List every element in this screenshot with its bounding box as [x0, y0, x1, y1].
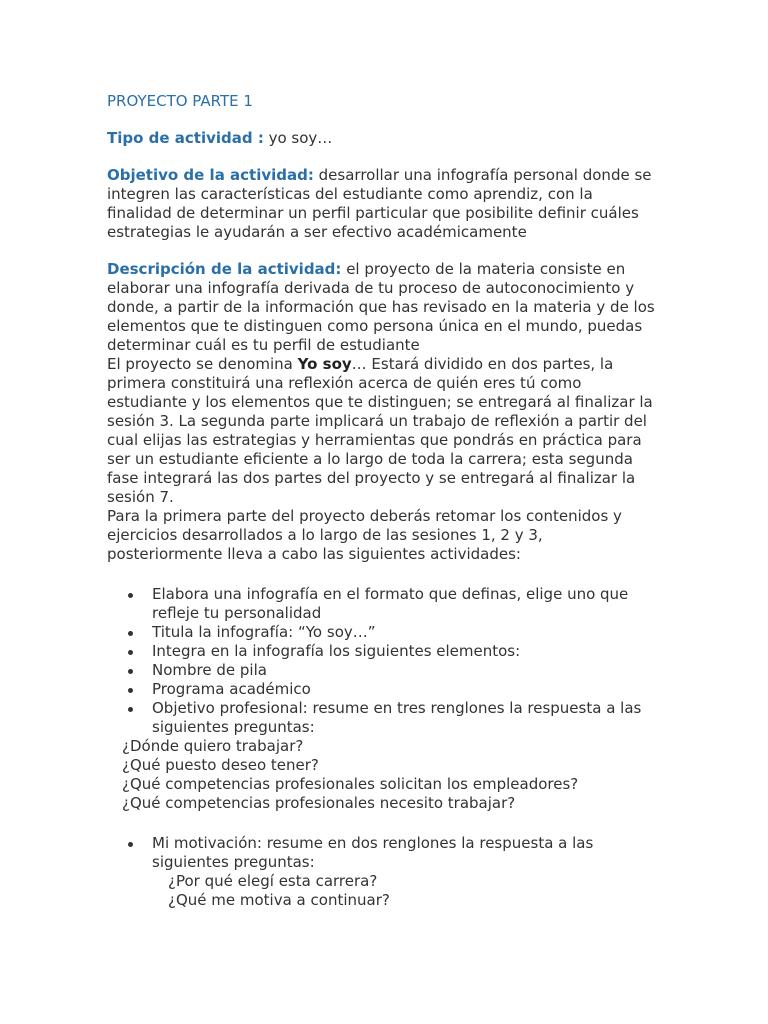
proyecto-text: estudiante y los elementos que te distinguen; se entregará al finalizar la: [107, 393, 653, 411]
motivacion-questions: [107, 872, 667, 910]
objetivo-text: desarrollar una infografía personal donde se: [313, 166, 652, 184]
list-item-continuation: siguientes preguntas:: [152, 853, 315, 871]
proyecto-text: El proyecto se denomina: [107, 355, 298, 373]
question-item: ¿Qué competencias profesionales solicitan los empleadores?: [122, 775, 579, 793]
bullet-icon: [128, 650, 133, 655]
bullet-icon: [128, 707, 133, 712]
list-item-continuation: refleje tu personalidad: [152, 604, 322, 622]
descripcion-label: Descripción de la actividad:: [107, 260, 342, 278]
proyecto-text: … Estará dividido en dos partes, la: [351, 355, 614, 373]
objetivo-text: integren las características del estudiante como aprendiz, con la: [107, 185, 593, 203]
document-body: [107, 91, 667, 910]
activities-list: [107, 585, 667, 737]
proyecto-text: sesión 3. La segunda parte implicará un trabajo de reflexión a partir del: [107, 412, 647, 430]
list-item: Elabora una infografía en el formato que definas, elige uno que: [107, 585, 667, 604]
tipo-value: yo soy…: [263, 129, 333, 147]
tipo-actividad: [107, 129, 667, 148]
descripcion-text: elaborar una infografía derivada de tu proceso de autoconocimiento y: [107, 279, 635, 297]
primera-parte-text: ejercicios desarrollados a lo largo de las sesiones 1, 2 y 3,: [107, 526, 543, 544]
question-item: ¿Dónde quiero trabajar?: [122, 737, 304, 755]
bullet-icon: [128, 688, 133, 693]
proyecto-text: cual elijas las estrategias y herramientas que pondrás en práctica para: [107, 431, 642, 449]
question-item: ¿Por qué elegí esta carrera?: [168, 872, 378, 890]
objetivo-text: finalidad de determinar un perfil particular que posibilite definir cuáles: [107, 204, 639, 222]
objetivo-paragraph: [107, 166, 667, 242]
list-item: Objetivo profesional: resume en tres renglones la respuesta a las: [107, 699, 667, 718]
objetivo-label: Objetivo de la actividad:: [107, 166, 314, 184]
list-item: Titula la infografía: “Yo soy…”: [107, 623, 667, 642]
proyecto-text: fase integrará las dos partes del proyecto y se entregará al finalizar la: [107, 469, 636, 487]
question-item: ¿Qué me motiva a continuar?: [168, 891, 390, 909]
descripcion-paragraph: [107, 260, 667, 564]
tipo-label: Tipo de actividad :: [107, 129, 264, 147]
bullet-icon: [128, 669, 133, 674]
objetivo-text: estrategias le ayudarán a ser efectivo académicamente: [107, 223, 527, 241]
question-item: ¿Qué puesto deseo tener?: [122, 756, 319, 774]
objetivo-questions: [107, 737, 667, 813]
primera-parte-text: Para la primera parte del proyecto deberás retomar los contenidos y: [107, 507, 622, 525]
motivacion-list: [107, 834, 667, 872]
list-item-continuation: siguientes preguntas:: [152, 718, 315, 736]
list-item: Nombre de pila: [107, 661, 667, 680]
bullet-icon: [128, 842, 133, 847]
proyecto-text: ser un estudiante eficiente a lo largo de toda la carrera; esta segunda: [107, 450, 633, 468]
descripcion-text: elementos que te distinguen como persona única en el mundo, puedas: [107, 317, 643, 335]
primera-parte-text: posteriormente lleva a cabo las siguientes actividades:: [107, 545, 521, 563]
list-item: Integra en la infografía los siguientes elementos:: [107, 642, 667, 661]
proyecto-text: primera constituirá una reflexión acerca de quién eres tú como: [107, 374, 582, 392]
bullet-icon: [128, 593, 133, 598]
question-item: ¿Qué competencias profesionales necesito trabajar?: [122, 794, 516, 812]
descripcion-text: el proyecto de la materia consiste en: [341, 260, 626, 278]
descripcion-text: donde, a partir de la información que has revisado en la materia y de los: [107, 298, 655, 316]
list-item: Programa académico: [107, 680, 667, 699]
document-title: PROYECTO PARTE 1: [107, 92, 253, 110]
bullet-icon: [128, 631, 133, 636]
proyecto-text: sesión 7.: [107, 488, 174, 506]
list-item: Mi motivación: resume en dos renglones la respuesta a las: [107, 834, 667, 853]
proyecto-name: Yo soy: [297, 355, 352, 373]
descripcion-text: determinar cuál es tu perfil de estudiante: [107, 336, 420, 354]
